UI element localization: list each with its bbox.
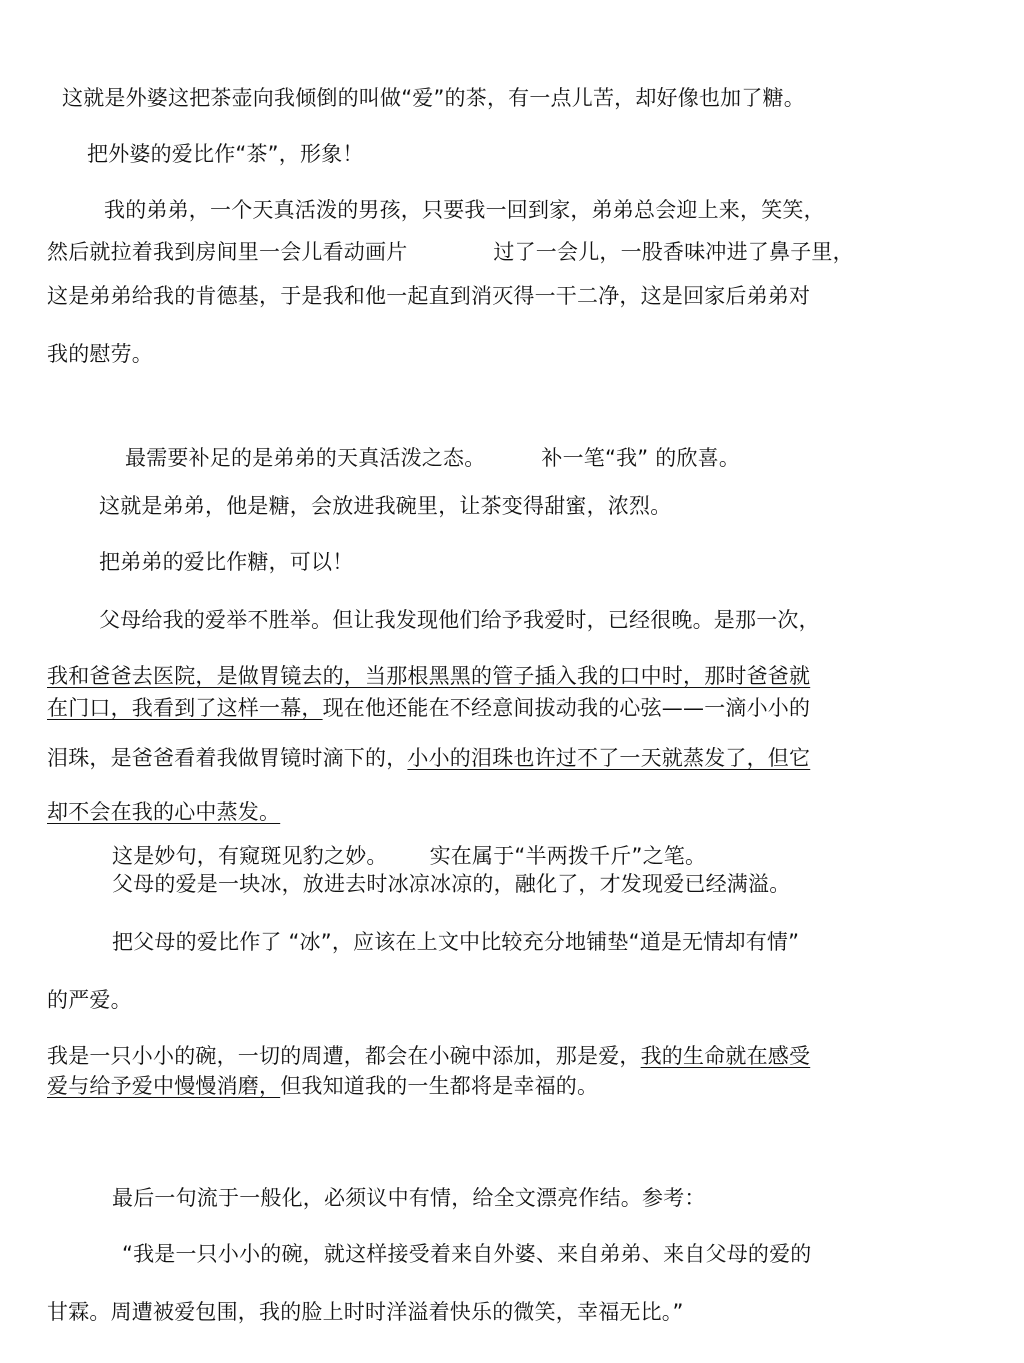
bowl-line-2-underlined: 爱与给予爱中慢慢消磨， <box>47 1074 281 1098</box>
comment-ice-line-1: 把父母的爱比作了 “冰”，应该在上文中比较充分地铺垫“道是无情却有情” <box>112 930 800 954</box>
bowl-line-1-underlined: 我的生命就在感受 <box>640 1044 811 1068</box>
paragraph-bowl-line-2 <box>47 1072 598 1100</box>
comment-reference-line-1: “我是一只小小的碗，就这样接受着来自外婆、来自弟弟、来自父母的爱的 <box>122 1242 812 1266</box>
brother-line-2-part-a: 然后就拉着我到房间里一会儿看动画片 <box>47 240 408 264</box>
paragraph-parents-line-1: 父母给我的爱举不胜举。但让我发现他们给予我爱时，已经很晚。是那一次， <box>99 608 820 632</box>
comment-brother-part-b: 补一笔“我” 的欣喜。 <box>541 446 741 470</box>
paragraph-parents-line-2: 我和爸爸去医院，是做胃镜去的，当那根黑黑的管子插入我的口中时，那时爸爸就 <box>47 664 811 688</box>
comment-brother <box>125 444 740 472</box>
paragraph-bowl-line-1 <box>47 1042 810 1070</box>
parents-line-4-plain: 泪珠，是爸爸看着我做胃镜时滴下的， <box>47 746 408 770</box>
paragraph-tea: 这就是外婆这把茶壶向我倾倒的叫做“爱”的茶，有一点儿苦，却好像也加了糖。 <box>62 86 805 110</box>
comment-ending: 最后一句流于一般化，必须议中有情，给全文漂亮作结。参考： <box>112 1186 706 1210</box>
parents-line-3-plain: 现在他还能在不经意间拔动我的心弦——一滴小小的 <box>322 696 811 720</box>
comment-reference-line-2: 甘霖。周遭被爱包围，我的脸上时时洋溢着快乐的微笑，幸福无比。” <box>47 1300 684 1324</box>
paragraph-parents-line-5: 却不会在我的心中蒸发。 <box>47 800 281 824</box>
brother-line-2-part-b: 过了一会儿，一股香味冲进了鼻子里， <box>493 240 854 264</box>
comment-ice-line-2: 的严爱。 <box>47 988 132 1012</box>
comment-tear-part-a: 这是妙句，有窥斑见豹之妙。 <box>112 844 388 868</box>
parents-line-4-underlined: 小小的泪珠也许过不了一天就蒸发了，但它 <box>407 746 811 770</box>
paragraph-brother-line-4: 我的慰劳。 <box>47 342 153 366</box>
bowl-line-2-plain: 但我知道我的一生都将是幸福的。 <box>280 1074 599 1098</box>
bowl-line-1-plain: 我是一只小小的碗，一切的周遭，都会在小碗中添加，那是爱， <box>47 1044 641 1068</box>
paragraph-sugar: 这就是弟弟，他是糖，会放进我碗里，让茶变得甜蜜，浓烈。 <box>99 494 672 518</box>
paragraph-brother-line-3: 这是弟弟给我的肯德基，于是我和他一起直到消灭得一干二净，这是回家后弟弟对 <box>47 284 811 308</box>
comment-tea: 把外婆的爱比作“茶”，形象！ <box>87 142 364 166</box>
paragraph-parents-line-4 <box>47 744 810 772</box>
parents-line-3-underlined: 在门口，我看到了这样一幕， <box>47 696 323 720</box>
paragraph-brother-line-1: 我的弟弟，一个天真活泼的男孩，只要我一回到家，弟弟总会迎上来，笑笑， <box>104 198 825 222</box>
comment-sugar: 把弟弟的爱比作糖，可以！ <box>99 550 354 574</box>
comment-tear <box>112 842 706 870</box>
comment-tear-part-b: 实在属于“半两拨千斤”之笔。 <box>429 844 707 868</box>
paragraph-brother-line-2 <box>47 238 854 266</box>
comment-brother-part-a: 最需要补足的是弟弟的天真活泼之态。 <box>125 446 486 470</box>
paragraph-ice: 父母的爱是一块冰，放进去时冰凉冰凉的，融化了，才发现爱已经满溢。 <box>112 872 791 896</box>
paragraph-parents-line-3 <box>47 694 810 722</box>
